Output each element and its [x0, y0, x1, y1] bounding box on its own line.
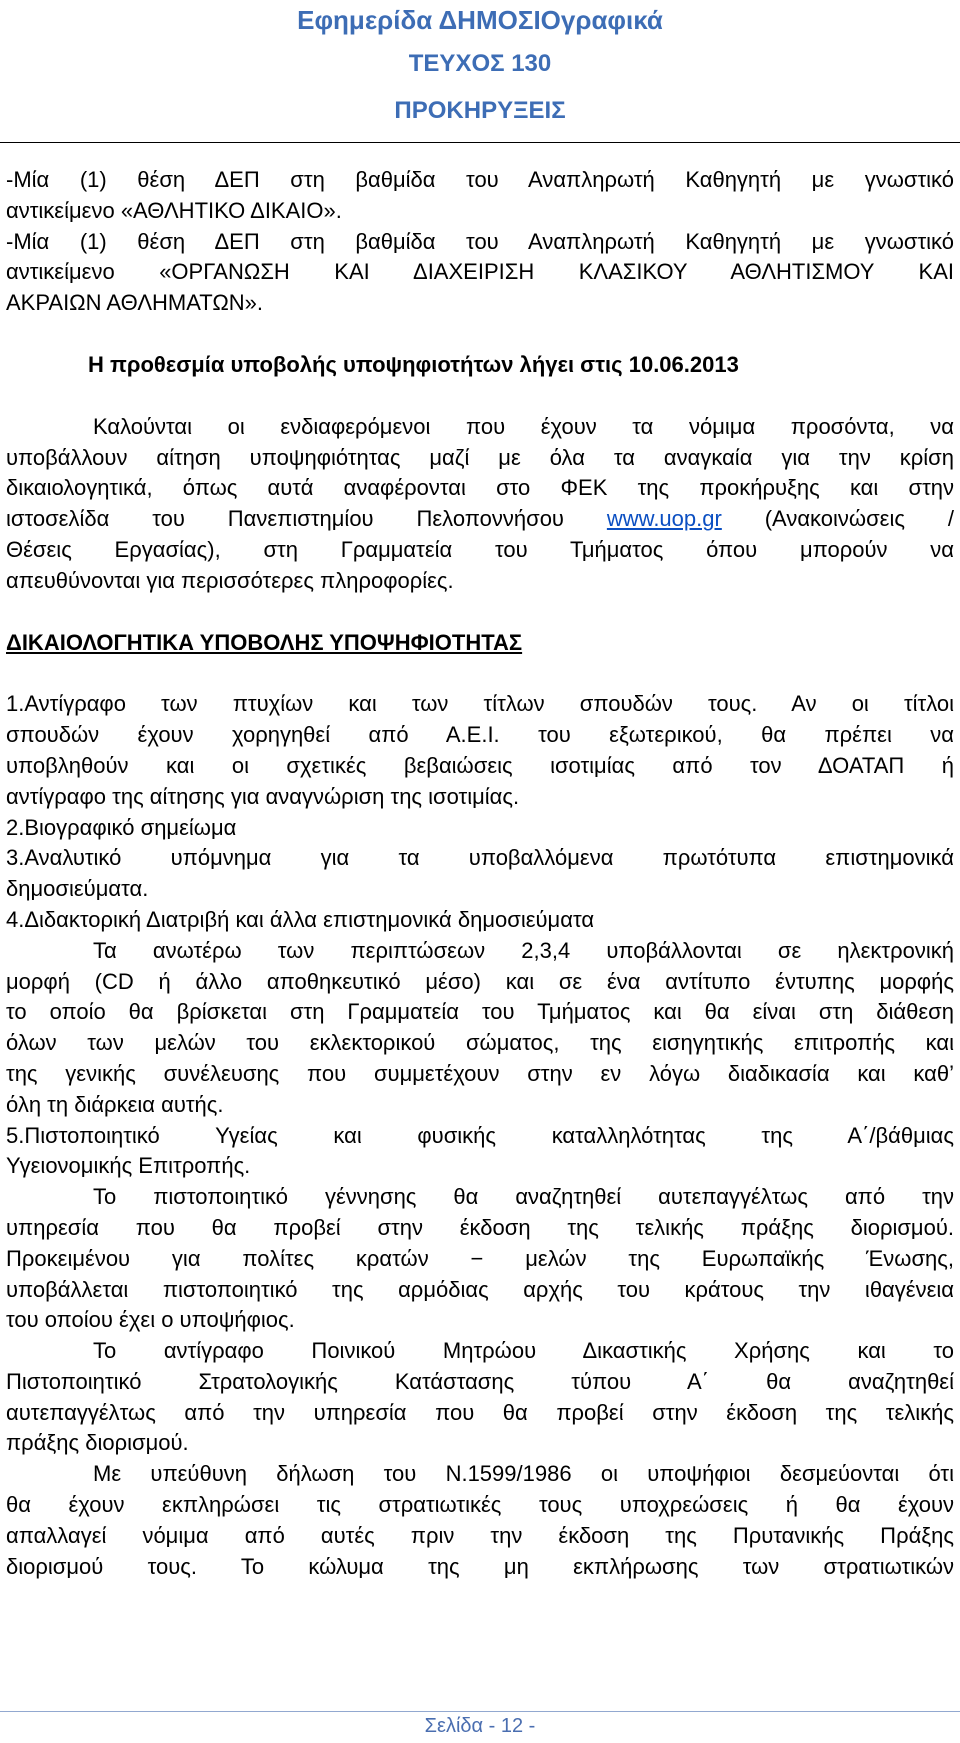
text-line: μορφή (CD ή άλλο αποθηκευτικό μέσο) και σε ένα αντίτυπο έντυπης μορφής [6, 968, 954, 994]
text-line: ΑΚΡΑΙΩΝ ΑΘΛΗΜΑΤΩΝ». [6, 290, 264, 316]
text-line: υποβληθούν και οι σχετικές βεβαιώσεις ισοτιμίας από τον ΔΟΑΤΑΠ ή [6, 752, 954, 778]
header-divider [0, 142, 960, 143]
text-line: αντικείμενο «ΟΡΓΑΝΩΣΗ ΚΑΙ ΔΙΑΧΕΙΡΙΣΗ ΚΛΑΣΙΚΟΥ ΑΘΛΗΤΙΣΜΟΥ ΚΑΙ [6, 259, 954, 285]
issue-number: ΤΕΥΧΟΣ 130 [408, 50, 552, 77]
text-line: αντίγραφο της αίτησης για αναγνώριση της ισοτιμίας. [6, 783, 520, 809]
text-line: Το αντίγραφο Ποινικού Μητρώου Δικαστικής Χρήσης και το [93, 1338, 954, 1364]
newspaper-title: Εφημερίδα ΔΗΜΟΣΙΟγραφικά [297, 5, 663, 35]
text-line: της γενικής συνέλευσης που συμμετέχουν στην εν λόγω διαδικασία και καθ’ [6, 1060, 954, 1086]
documents-list [6, 689, 954, 1582]
text-line: 3.Αναλυτικό υπόμνημα για τα υποβαλλόμενα πρωτότυπα επιστημονικά [6, 845, 954, 871]
document-body [6, 165, 954, 1582]
university-website-link[interactable]: www.uop.gr [606, 506, 722, 532]
text-line: -Μία (1) θέση ΔΕΠ στη βαθμίδα του Αναπληρωτή Καθηγητή με γνωστικό [6, 228, 954, 254]
text-line: 2.Βιογραφικό σημείωμα [6, 814, 237, 840]
text-line: -Μία (1) θέση ΔΕΠ στη βαθμίδα του Αναπληρωτή Καθηγητή με γνωστικό [6, 167, 954, 192]
text-line: υποβάλλεται πιστοποιητικό της αρμόδιας αρχής του κράτους την ιθαγένεια [6, 1276, 954, 1302]
positions-paragraph [6, 165, 954, 319]
documents-heading: ΔΙΚΑΙΟΛΟΓΗΤΙΚΑ ΥΠΟΒΟΛΗΣ ΥΠΟΨΗΦΙΟΤΗΤΑΣ [6, 629, 523, 655]
text-line: Τα ανωτέρω των περιπτώσεων 2,3,4 υποβάλλονται σε ηλεκτρονική [93, 937, 954, 963]
text-line: αντικείμενο «ΑΘΛΗΤΙΚΟ ΔΙΚΑΙΟ». [6, 197, 342, 223]
text-line: υποβάλλουν αίτηση υποψηφιότητας μαζί με όλα τα αναγκαία για την κρίση [6, 444, 954, 470]
text-line: Το πιστοποιητικό γέννησης θα αναζητηθεί αυτεπαγγέλτως από την [93, 1184, 954, 1210]
deadline-notice: Η προθεσμία υποβολής υποψηφιοτήτων λήγει στις 10.06.2013 [88, 351, 739, 377]
text-fragment: (Ανακοινώσεις / [764, 506, 954, 532]
text-fragment: ιστοσελίδα του Πανεπιστημίου Πελοποννήσου [6, 506, 564, 532]
text-line: όλων των μελών του εκλεκτορικού σώματος, της εισηγητικής επιτροπής και [6, 1030, 954, 1056]
text-line: Υγειονομικής Επιτροπής. [6, 1153, 251, 1179]
text-line: υπηρεσία που θα προβεί στην έκδοση της τελικής πράξης διορισμού. [6, 1214, 954, 1240]
text-line: απευθύνονται για περισσότερες πληροφορίες. [6, 567, 454, 593]
text-line: διορισμού τους. Το κώλυμα της μη εκπλήρωσης των στρατιωτικών [6, 1553, 954, 1579]
text-line: θα έχουν εκπληρώσει τις στρατιωτικές τους υποχρεώσεις ή θα έχουν [6, 1492, 954, 1518]
text-line: πράξης διορισμού. [6, 1430, 189, 1456]
page-number: Σελίδα - 12 - [424, 1715, 536, 1737]
text-line: 5.Πιστοποιητικό Υγείας και φυσικής καταλληλότητας της Α΄/βάθμιας [6, 1122, 954, 1148]
text-line: αυτεπαγγέλτως από την υπηρεσία που θα προβεί στην έκδοση της τελικής [6, 1399, 954, 1425]
text-line: Θέσεις Εργασίας), στη Γραμματεία του Τμήματος όπου μπορούν να [6, 536, 954, 562]
text-line: Με υπεύθυνη δήλωση του Ν.1599/1986 οι υποψήφιοι δεσμεύονται ότι [93, 1461, 954, 1487]
text-line: του οποίου έχει ο υποψήφιος. [6, 1307, 295, 1333]
text-line-with-link [6, 504, 954, 535]
text-line: απαλλαγεί νόμιμα από αυτές πριν την έκδοση της Πρυτανικής Πράξης [6, 1522, 954, 1548]
section-title: ΠΡΟΚΗΡΥΞΕΙΣ [394, 97, 566, 124]
text-line: 1.Αντίγραφο των πτυχίων και των τίτλων σπουδών τους. Αν οι τίτλοι [6, 691, 954, 717]
text-line: το οποίο θα βρίσκεται στη Γραμματεία του Τμήματος και θα είναι στη διάθεση [6, 999, 954, 1025]
footer-divider [0, 1711, 960, 1712]
text-line: 4.Διδακτορική Διατριβή και άλλα επιστημονικά δημοσιεύματα [6, 906, 595, 932]
invitation-paragraph [6, 412, 954, 597]
text-line: δημοσιεύματα. [6, 876, 149, 902]
text-line: δικαιολογητικά, όπως αυτά αναφέρονται στο ΦΕΚ της προκήρυξης και στην [6, 475, 954, 501]
text-line: όλη τη διάρκεια αυτής. [6, 1091, 224, 1117]
text-line: Πιστοποιητικό Στρατολογικής Κατάστασης τύπου Α΄ θα αναζητηθεί [6, 1368, 954, 1394]
text-line: σπουδών έχουν χορηγηθεί από Α.Ε.Ι. του εξωτερικού, θα πρέπει να [6, 722, 954, 748]
text-line: Καλούνται οι ενδιαφερόμενοι που έχουν τα νόμιμα προσόντα, να [93, 413, 954, 439]
text-line: Προκειμένου για πολίτες κρατών − μελών της Ευρωπαϊκής Ένωσης, [6, 1245, 954, 1271]
